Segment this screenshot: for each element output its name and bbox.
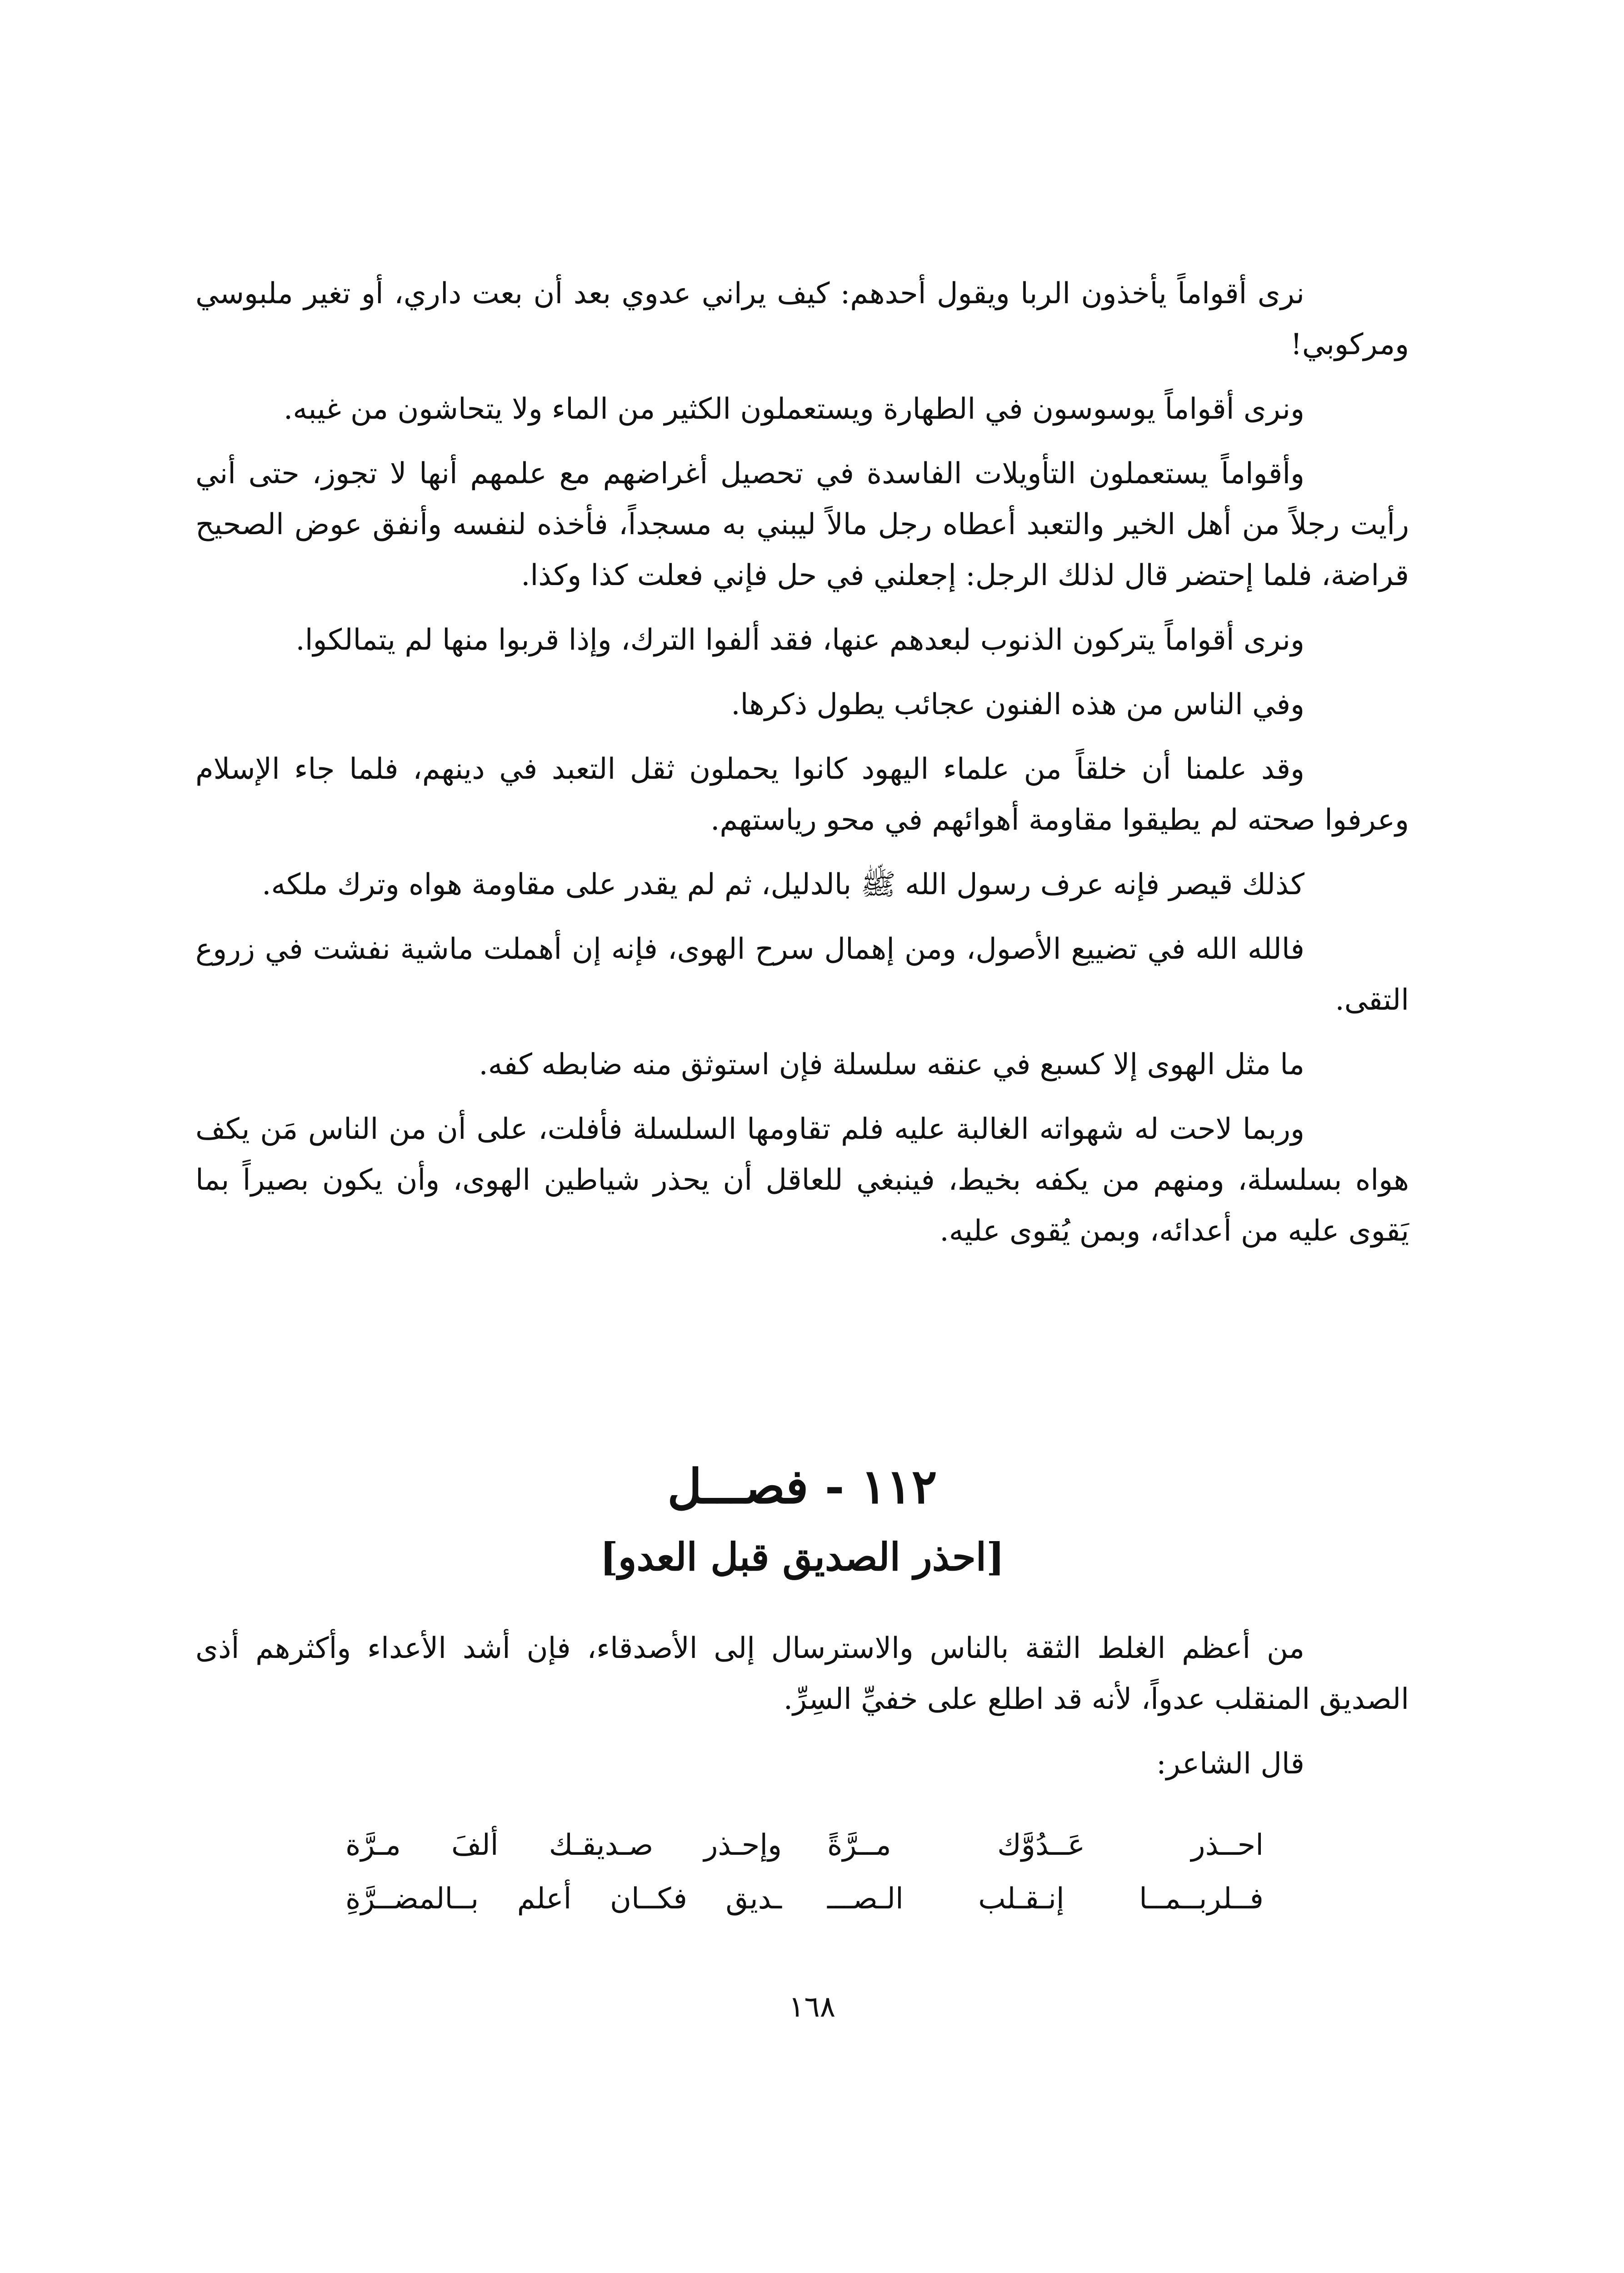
paragraph: وقد علمنا أن خلقاً من علماء اليهود كانوا يحملون ثقل التعبد في دينهم، فلما جاء الإسلام وعرفوا صحته لم يطيقوا مقاومة أهوائهم في محو رياستهم. — [195, 752, 1409, 837]
poem-verse — [345, 1872, 1264, 1926]
section-heading — [195, 1455, 1409, 1587]
poem — [345, 1818, 1264, 1926]
paragraph: ما مثل الهوى إلا كسبع في عنقه سلسلة فإن استوثق منه ضابطه كفه. — [479, 1048, 1304, 1081]
section-text — [195, 1623, 1409, 1803]
paragraph: فالله الله في تضييع الأصول، ومن إهمال سرح الهوى، فإنه إن أهملت ماشية نفشت في زروع التقى. — [195, 932, 1409, 1017]
hemistich-first: فــلربــمــا إنـقـلب الـصـــ — [827, 1882, 1264, 1916]
paragraph: وربما لاحت له شهواته الغالبة عليه فلم تقاومها السلسلة فأفلت، على أن من الناس مَن يكف هواه بسلسلة، ومنهم من يكفه بخيط، فينبغي للعاقل أن يحذر شياطين الهوى، وأن يكون بصيراً بما يَقوى عليه من أعدائه، وبمن يُقوى عليه. — [195, 1112, 1409, 1248]
paragraph: وأقواماً يستعملون التأويلات الفاسدة في تحصيل أغراضهم مع علمهم أنها لا تجوز، حتى أني رأيت رجلاً من أهل الخير والتعبد أعطاه رجل مالاً ليبني به مسجداً، فأخذه لنفسه وأنفق عوض الصحيح قراضة، فلما إحتضر قال لذلك الرجل: إجعلني في حل فإني فعلت كذا وكذا. — [195, 457, 1409, 592]
hemistich-first: احــذر عَــدُوَّك مــرَّةً — [827, 1828, 1264, 1862]
paragraph: من أعظم الغلط الثقة بالناس والاسترسال إلى الأصدقاء، فإن أشد الأعداء وأكثرهم أذى الصديق المنقلب عدواً، لأنه قد اطلع على خفيِّ السِرِّ. — [195, 1632, 1409, 1716]
paragraph: ونرى أقواماً يوسوسون في الطهارة ويستعملون الكثير من الماء ولا يتحاشون من غيبه. — [283, 392, 1304, 426]
hemistich-second: ـديق فكــان أعلم بــالمضــرَّةِ — [345, 1882, 782, 1916]
section-subtitle: [احذر الصديق قبل العدو] — [600, 1534, 1004, 1579]
paragraph: ونرى أقواماً يتركون الذنوب لبعدهم عنها، فقد ألفوا الترك، وإذا قربوا منها لم يتمالكوا. — [295, 623, 1304, 657]
paragraph: وفي الناس من هذه الفنون عجائب يطول ذكرها. — [731, 688, 1304, 721]
poem-verse — [345, 1818, 1264, 1872]
page-number: ١٦٨ — [788, 1990, 836, 2024]
section-number: ١١٢ - فصـــل — [667, 1458, 937, 1514]
paragraph: نرى أقواماً يأخذون الربا ويقول أحدهم: كيف يراني عدوي بعد أن بعت داري، أو تغير ملبوسي ومركوبي! — [195, 277, 1409, 361]
body-text — [195, 268, 1409, 1270]
hemistich-second: وإحـذر صـديقـك ألفَ مـرَّة — [345, 1828, 782, 1862]
poet-intro: قال الشاعر: — [1156, 1747, 1304, 1781]
paragraph: كذلك قيصر فإنه عرف رسول الله ﷺ بالدليل، ثم لم يقدر على مقاومة هواه وترك ملكه. — [262, 868, 1304, 901]
